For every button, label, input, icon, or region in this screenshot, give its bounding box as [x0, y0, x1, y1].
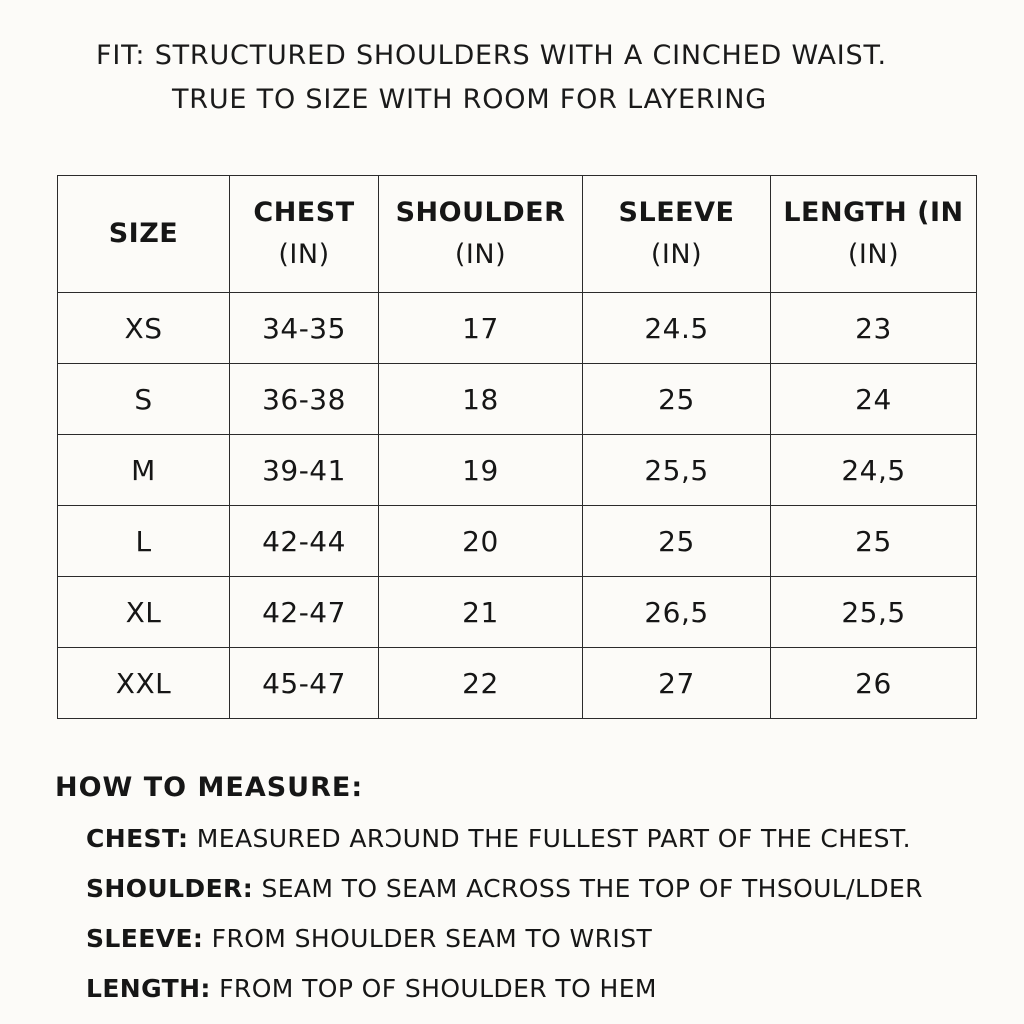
- measure-term: LENGTH:: [86, 974, 211, 1003]
- table-row: [58, 293, 977, 364]
- how-to-measure-list: [86, 824, 923, 1024]
- cell-size: M: [58, 435, 230, 506]
- header-length: [771, 176, 977, 293]
- cell-length: 25,5: [771, 577, 977, 648]
- cell-shoulder: 21: [379, 577, 583, 648]
- header-sleeve-label: SLEEVE: [618, 197, 735, 228]
- table-header-row: [58, 176, 977, 293]
- measure-item-sleeve: [86, 924, 923, 974]
- header-chest-unit: (IN): [278, 239, 330, 270]
- cell-length: 24: [771, 364, 977, 435]
- measure-description: FROM TOP OF SHOULDER TO HEM: [210, 974, 657, 1003]
- measure-item-shoulder: [86, 874, 923, 924]
- cell-chest: 36-38: [230, 364, 379, 435]
- measure-description: FROM SHOULDER SEAM TO WRIST: [203, 924, 653, 953]
- cell-size: XS: [58, 293, 230, 364]
- cell-length: 25: [771, 506, 977, 577]
- cell-sleeve: 25: [583, 506, 771, 577]
- cell-size: XL: [58, 577, 230, 648]
- table-row: [58, 435, 977, 506]
- cell-chest: 42-47: [230, 577, 379, 648]
- header-sleeve: [583, 176, 771, 293]
- measure-description: MEASURED ARƆUND THE FULLEST PART OF THE CHEST.: [188, 824, 911, 853]
- header-sleeve-unit: (IN): [650, 239, 703, 270]
- cell-length: 24,5: [771, 435, 977, 506]
- measure-term: SHOULDER:: [86, 874, 254, 903]
- measure-term: CHEST:: [86, 824, 189, 853]
- measure-term: SLEEVE:: [86, 924, 204, 953]
- cell-length: 26: [771, 648, 977, 719]
- cell-shoulder: 19: [379, 435, 583, 506]
- cell-sleeve: 25,5: [583, 435, 771, 506]
- header-length-unit: (IN): [847, 239, 900, 270]
- cell-sleeve: 25: [583, 364, 771, 435]
- cell-sleeve: 26,5: [583, 577, 771, 648]
- cell-shoulder: 17: [379, 293, 583, 364]
- cell-sleeve: 27: [583, 648, 771, 719]
- header-shoulder: [379, 176, 583, 293]
- header-chest: [230, 176, 379, 293]
- cell-shoulder: 20: [379, 506, 583, 577]
- cell-size: S: [58, 364, 230, 435]
- cell-size: XXL: [58, 648, 230, 719]
- header-chest-label: CHEST: [253, 197, 355, 228]
- measure-description: SEAM TO SEAM ACROSS THE TOP OF THSOUL/LDER: [253, 874, 923, 903]
- cell-shoulder: 18: [379, 364, 583, 435]
- size-chart-table: [57, 175, 977, 719]
- table-row: [58, 577, 977, 648]
- header-size-label: SIZE: [108, 218, 179, 249]
- measure-item-chest: [86, 824, 923, 874]
- cell-chest: 42-44: [230, 506, 379, 577]
- fit-description-line-1: FIT: STRUCTURED SHOULDERS WITH A CINCHED WAIST.: [96, 40, 887, 71]
- header-shoulder-unit: (IN): [454, 239, 507, 270]
- header-size: [58, 176, 230, 293]
- table-row: [58, 506, 977, 577]
- fit-description-line-2: TRUE TO SIZE WITH ROOM FOR LAYERING: [172, 84, 767, 115]
- cell-shoulder: 22: [379, 648, 583, 719]
- measure-item-length: [86, 974, 923, 1024]
- header-shoulder-label: SHOULDER: [395, 197, 566, 228]
- cell-length: 23: [771, 293, 977, 364]
- cell-size: L: [58, 506, 230, 577]
- cell-chest: 34-35: [230, 293, 379, 364]
- cell-chest: 45-47: [230, 648, 379, 719]
- cell-chest: 39-41: [230, 435, 379, 506]
- header-length-label: LENGTH (IN: [783, 197, 964, 228]
- how-to-measure-heading: HOW TO MEASURE:: [55, 772, 364, 803]
- table-row: [58, 364, 977, 435]
- table-row: [58, 648, 977, 719]
- cell-sleeve: 24.5: [583, 293, 771, 364]
